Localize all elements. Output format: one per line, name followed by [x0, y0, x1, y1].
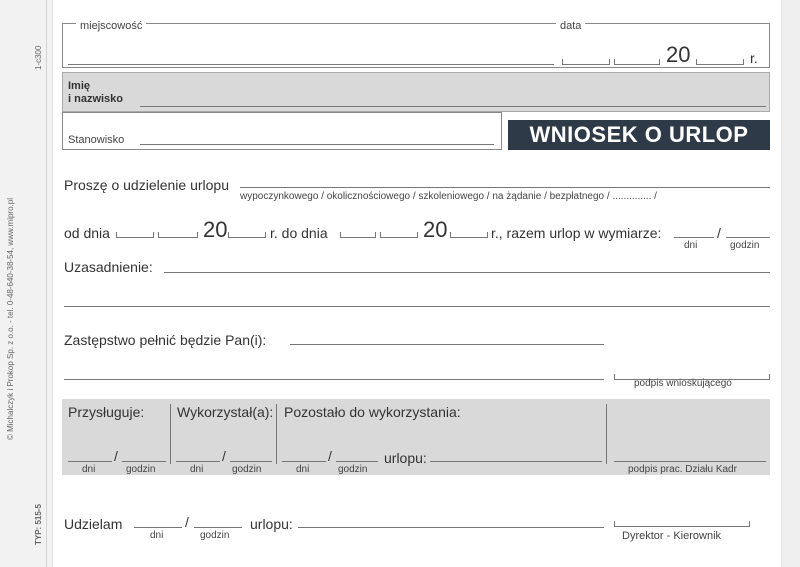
- hr-entitled-hours-field[interactable]: [122, 461, 166, 462]
- hr-remaining-days-field[interactable]: [282, 461, 326, 462]
- date-month-field[interactable]: [614, 59, 660, 65]
- hr-divider-1: [170, 404, 171, 464]
- publisher-text: © Michalczyk i Prokop Sp. z o.o. - tel. 0-48-640-38-54, www.mipro.pl: [6, 198, 15, 440]
- grant-hours-caption: godzin: [200, 530, 230, 541]
- applicant-signature-caption: podpis wnioskującego: [634, 378, 732, 389]
- to-label: r. do dnia: [270, 225, 328, 241]
- hr-used-slash: /: [222, 448, 226, 464]
- grant-label: Udzielam: [64, 516, 123, 532]
- header-box: [62, 23, 770, 68]
- right-edge-strip: [781, 0, 800, 567]
- name-label-line1: Imię: [68, 80, 91, 92]
- from-label: od dnia: [64, 225, 110, 241]
- to-day-field[interactable]: [340, 232, 376, 238]
- request-type-line[interactable]: [240, 187, 770, 188]
- grant-days-field[interactable]: [134, 527, 182, 528]
- request-type-options: wypoczynkowego / okolicznościowego / szkoleniowego / na żądanie / bezpłatnego / .............. /: [240, 191, 657, 202]
- date-year-field[interactable]: [696, 59, 744, 65]
- hr-used-days-field[interactable]: [176, 461, 220, 462]
- total-hours-field[interactable]: [726, 237, 770, 238]
- name-label-line2: i nazwisko: [68, 93, 124, 105]
- form-title: WNIOSEK O URLOP: [508, 120, 770, 150]
- form-type: TYP: 515-5: [34, 504, 43, 545]
- from-day-field[interactable]: [116, 232, 154, 238]
- director-signature-field[interactable]: [614, 521, 750, 527]
- hr-entitled-days-field[interactable]: [68, 461, 112, 462]
- substitute-field-1[interactable]: [290, 344, 604, 345]
- hr-remaining-hours-field[interactable]: [336, 461, 378, 462]
- position-label: Stanowisko: [68, 134, 125, 146]
- from-year-prefix: 20: [203, 217, 228, 242]
- binding-strip-divider: [46, 0, 47, 567]
- hr-divider-2: [276, 404, 277, 464]
- date-year-suffix: r.: [750, 50, 758, 66]
- hr-remaining-hours-caption: godzin: [338, 464, 368, 475]
- place-label: miejscowość: [80, 20, 143, 32]
- to-year-prefix: 20: [423, 217, 448, 242]
- form-code: 1-c300: [34, 45, 43, 70]
- substitute-label: Zastępstwo pełnić będzie Pan(i):: [64, 332, 267, 348]
- to-month-field[interactable]: [380, 232, 418, 238]
- hr-divider-3: [606, 404, 607, 464]
- hr-signature-caption: podpis prac. Działu Kadr: [628, 464, 737, 475]
- substitute-field-2[interactable]: [64, 379, 604, 380]
- justification-field-1[interactable]: [164, 272, 770, 273]
- hr-entitled-slash: /: [114, 448, 118, 464]
- grant-hours-field[interactable]: [194, 527, 242, 528]
- hr-entitled-hours-caption: godzin: [126, 464, 156, 475]
- hr-used-hours-field[interactable]: [230, 461, 272, 462]
- grant-leave-type-field[interactable]: [298, 527, 604, 528]
- name-field[interactable]: [140, 106, 766, 107]
- position-field[interactable]: [140, 144, 494, 145]
- date-label: data: [560, 20, 582, 32]
- date-year-prefix: 20: [666, 42, 691, 67]
- date-day-field[interactable]: [562, 59, 610, 65]
- hr-signature-field[interactable]: [614, 461, 766, 462]
- hr-used-days-caption: dni: [190, 464, 204, 475]
- hr-remaining-days-caption: dni: [296, 464, 310, 475]
- total-days-caption: dni: [684, 240, 698, 251]
- hr-leave-type-field[interactable]: [430, 461, 602, 462]
- hr-entitled-days-caption: dni: [82, 464, 96, 475]
- grant-leave-label: urlopu:: [250, 516, 293, 532]
- hr-entitled-label: Przysługuje:: [68, 404, 145, 420]
- hr-used-label: Wykorzystał(a):: [177, 404, 274, 420]
- grant-slash: /: [185, 514, 189, 530]
- justification-label: Uzasadnienie:: [64, 259, 153, 275]
- hr-leave-label: urlopu:: [384, 450, 427, 466]
- request-label: Proszę o udzielenie urlopu: [64, 177, 229, 193]
- from-month-field[interactable]: [158, 232, 198, 238]
- justification-field-2[interactable]: [64, 306, 770, 307]
- to-year-field[interactable]: [450, 232, 488, 238]
- hr-remaining-slash: /: [328, 448, 332, 464]
- total-days-field[interactable]: [674, 237, 714, 238]
- grant-days-caption: dni: [150, 530, 164, 541]
- hr-used-hours-caption: godzin: [232, 464, 262, 475]
- director-signature-caption: Dyrektor - Kierownik: [622, 530, 722, 542]
- hr-remaining-label: Pozostało do wykorzystania:: [284, 404, 461, 420]
- total-slash: /: [717, 225, 721, 241]
- total-label: r., razem urlop w wymiarze:: [491, 225, 662, 241]
- total-hours-caption: godzin: [730, 240, 760, 251]
- place-field[interactable]: [68, 64, 554, 65]
- from-year-field[interactable]: [228, 232, 266, 238]
